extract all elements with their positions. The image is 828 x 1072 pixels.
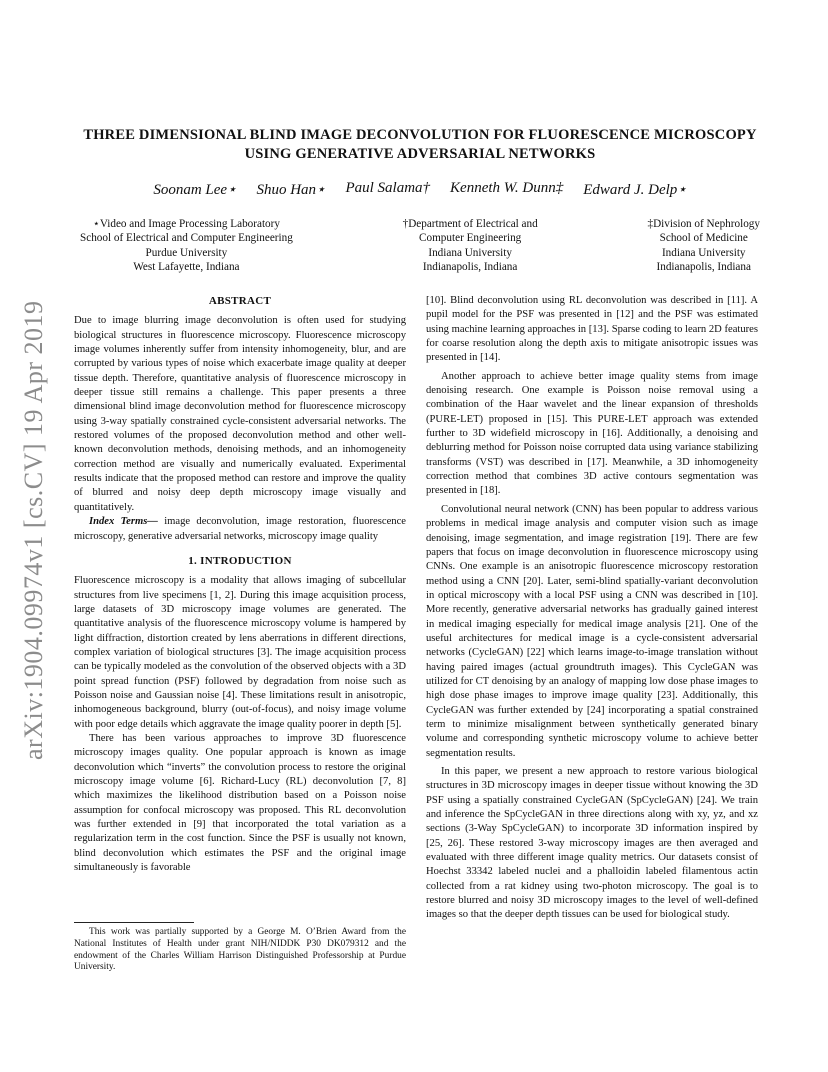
body-paragraph: Another approach to achieve better image quality stems from image denoising research. One example is Poisson noise removal using a combination of the Haar wavelet and the linear expansion of thresholds (PURE-LET) proposed in [15]. This PURE-LET approach was extended further to 3D widefield microscopy in [16]. Additionally, a denoising and deblurring method for Poisson noise corrupted data using variance stabilizing transforms (VST) was described in [17]. Meanwhile, a 3D inhomogeneity correction method that combines 3D active contours segmentation was presented in [18]. <box>426 370 758 497</box>
affiliation-iu-ece: †Department of Electrical and Computer Engineering Indiana University Indianapolis, Indiana <box>402 218 538 273</box>
abstract-text: Due to image blurring image deconvolution is often used for studying biological structures in fluorescence microscopy. Fluorescence microscopy image volumes inherently suffer from intensity inhomogeneity, blur, and are corrupted by various types of noise which exacerbate image quality at deeper tissue depth. Therefore, quantitative analysis of fluorescence microscopy in deeper tissue still remains a challenge. This paper presents a three dimensional blind image deconvolution method for fluorescence microscopy using 3-way spatially constrained cycle-consistent adversarial networks. The restored volumes of the proposed deconvolution method and other well-known deconvolution methods, denoising methods, and an inhomogeneity correction method are visually and numerically evaluated. Experimental results indicate that the proposed method can restore and improve the quality of blurred and noisy deep depth microscopy image visually and quantitatively. <box>74 315 406 513</box>
author: Edward J. Delp⋆ <box>583 182 687 198</box>
affiliation-iu-nephrology: ‡Division of Nephrology School of Medicine Indiana University Indianapolis, Indiana <box>647 218 760 273</box>
author: Paul Salama† <box>345 180 431 196</box>
footnote <box>74 922 406 974</box>
body-paragraph: Convolutional neural network (CNN) has been popular to address various problems in medical image analysis and computer vision such as image denoising, image segmentation, and image registration [19]. There are few papers that focus on image deconvolution in fluorescence microscopy using CNNs. One example is an anisotropic fluorescence microscopy restoration method using a CNN [20]. Later, semi-blind spatially-variant deconvolution in optical microscopy with a local PSF using a CNN was described in [10]. More recently, generative adversarial networks has gradually gained interest in medical imaging especially for medical image analysis [21]. One of the useful architectures for medical image is a cycle-consistent adversarial networks (CycleGAN) [22] which learns image-to-image translation without having paired images (actual groundtruth images). This CycleGAN was utilized for CT denoising by an analogy of mapping low dose phase images to high dose phase images to improve image quality [23]. Additionally, this CycleGAN was further extended by [24] incorporating a spatial constrained term to minimize misalignment between synthetically generated binary volume and corresponding synthetic microscopy volume to achieve better segmentation results. <box>426 503 758 759</box>
affiliations <box>80 217 760 274</box>
arxiv-stamp <box>12 280 52 780</box>
index-terms <box>74 515 406 544</box>
section-heading-introduction: 1. INTRODUCTION <box>188 554 292 567</box>
left-column <box>74 294 406 875</box>
abstract-heading: ABSTRACT <box>208 295 272 307</box>
affiliation-purdue: ⋆Video and Image Processing Laboratory School of Electrical and Computer Engineering Purdue University West Lafayette, Indiana <box>80 218 293 273</box>
author: Kenneth W. Dunn‡ <box>450 180 564 196</box>
body-paragraph: [10]. Blind deconvolution using RL deconvolution was described in [11]. A pupil model for the PSF was presented in [12] and the PSF was estimated using machine learning approaches in [13]. Sparse coding to learn 2D features for coarse resolution along the depth axis to mitigate anisotropic issues was presented in [14]. <box>426 295 758 364</box>
right-column <box>426 294 758 923</box>
index-terms-text: image deconvolution, image restoration, fluorescence microscopy, generative adversarial networks, microscopy image quality <box>74 516 406 542</box>
footnote-rule <box>74 922 194 923</box>
author: Shuo Han⋆ <box>256 182 326 198</box>
body-paragraph: In this paper, we present a new approach to restore various biological structures in 3D microscopy images in deeper tissue without knowing the 3D PSF using a spatially constrained CycleGAN (SpCycleGAN) [24]. We train and inference the SpCycleGAN in three directions along with xy, yz, and xz sections (3-Way SpCycleGAN) to incorporate 3D information inspired by [25, 26]. These restored 3-way microscopy images are then averaged and evaluated with three different image quality metrics. Our datasets consist of Hoechst 33342 labeled nuclei and a phalloidin labeled filamentous actin collected from a rat kidney using two-photon microscopy. The goal is to restore blurred and noisy 3D microscopy images to the level of well-defined images so that the deeper depth tissues can be used for biological study. <box>426 766 758 921</box>
intro-paragraph: Fluorescence microscopy is a modality that allows imaging of subcellular structures from live specimens [1, 2]. During this image acquisition process, large datasets of 3D microscopy image volumes are generated. The quantitative analysis of the fluorescence microscopy volume is hampered by light diffraction, distortion created by lens aberrations in different directions, complex variation of biological structures [3]. The image acquisition process can be typically modeled as the convolution of the observed objects with a 3D point spread function (PSF) followed by degradation from noise such as Poisson noise and Gaussian noise [4]. These limitations result in anisotropic, inhomogeneous background, blurry (out-of-focus), and noisy image volume with poor edge details which aggravate the image quality poorer in depth [5]. <box>74 575 406 730</box>
index-terms-label: Index Terms— <box>89 516 158 528</box>
author: Soonam Lee⋆ <box>153 182 237 198</box>
footnote-text: This work was partially supported by a George M. O’Brien Award from the National Institutes of Health under grant NIH/NIDDK P30 DK079312 and the endowment of the Charles William Harrison Distinguished Professorship at Purdue University. <box>74 927 406 973</box>
paper-title: THREE DIMENSIONAL BLIND IMAGE DECONVOLUTION FOR FLUORESCENCE MICROSCOPY USING GENERATIVE ADVERSARIAL NETWORKS <box>83 127 757 162</box>
arxiv-id: arXiv:1904.09974v1 [cs.CV] 19 Apr 2019 <box>19 300 48 760</box>
author-list <box>80 180 760 199</box>
intro-paragraph: There has been various approaches to improve 3D fluorescence microscopy images quality. One popular approach is known as image deconvolution which “inverts” the convolution process to restore the original microscopy image volume [6]. Richard-Lucy (RL) deconvolution [7, 8] which maximizes the likelihood distribution based on a Poisson noise assumption for confocal microscopy was proposed. This RL deconvolution was further extended in [9] that incorporated the total variation as a regularization term in the cost function. Since the PSF is usually not known, blind deconvolution which estimates the PSF and the original image simultaneously is favorable <box>74 732 406 874</box>
